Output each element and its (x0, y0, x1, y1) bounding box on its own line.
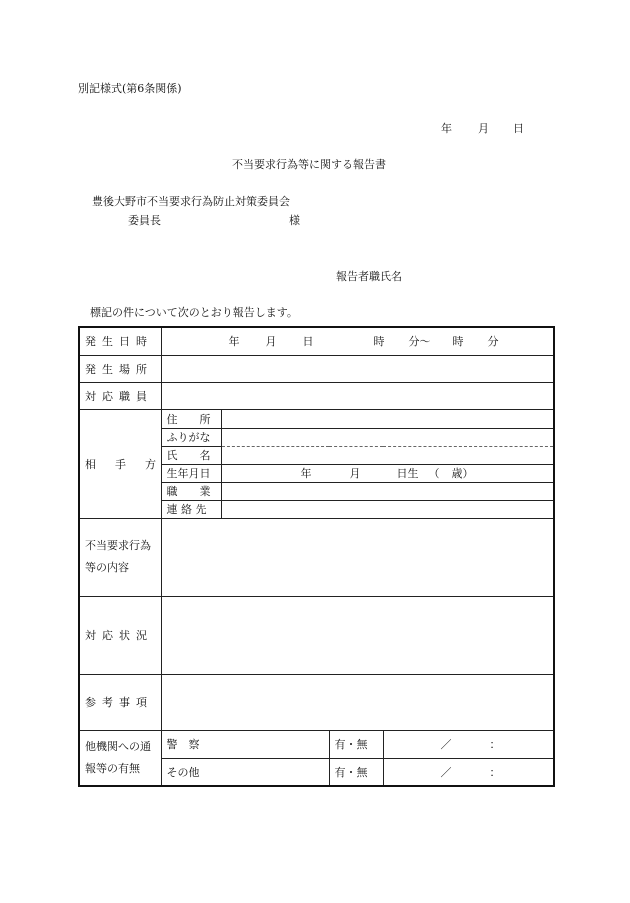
birth-day-born: 日生 (396, 467, 419, 480)
party-contact-field[interactable] (221, 500, 554, 518)
place-label: 発生場所 (79, 355, 161, 382)
police-date-time[interactable] (383, 730, 554, 758)
date-year-label: 年 (441, 122, 452, 135)
staff-field[interactable] (161, 382, 554, 409)
police-yes-no[interactable]: 有・無 (329, 730, 383, 758)
dt-hour: 時 (373, 335, 385, 349)
other-slash: ／ (440, 765, 452, 779)
row-notify-police (79, 730, 554, 758)
party-birth-label: 生年月日 (161, 464, 221, 482)
place-field[interactable] (161, 355, 554, 382)
party-furigana-label: ふりがな (161, 428, 221, 446)
row-content (79, 518, 554, 596)
reporter-label: 報告者職氏名 (336, 270, 402, 283)
party-address-label: 住 所 (161, 409, 221, 428)
party-job-label: 職 業 (161, 482, 221, 500)
birth-age: 歳） (451, 467, 474, 480)
dt-min-from: 分～ (408, 335, 431, 349)
report-form-table (78, 326, 555, 787)
party-name-label: 氏 名 (161, 446, 221, 464)
addressee-role: 委員長 (128, 214, 161, 227)
other-yes-no[interactable]: 有・無 (329, 758, 383, 786)
content-label-line1: 不当要求行為 (85, 539, 151, 552)
document-title: 不当要求行為等に関する報告書 (232, 158, 386, 171)
dt-month: 月 (265, 335, 277, 349)
datetime-field[interactable] (161, 327, 554, 355)
datetime-label: 発生日時 (79, 327, 161, 355)
row-reference (79, 674, 554, 730)
content-field[interactable] (161, 518, 554, 596)
date-month-label: 月 (478, 122, 489, 135)
party-furigana-field[interactable] (221, 428, 554, 446)
party-job-field[interactable] (221, 482, 554, 500)
police-colon: ： (489, 738, 501, 751)
party-birth-field[interactable] (221, 464, 554, 482)
notify-label-line2: 報等の有無 (85, 761, 140, 775)
row-party-address (79, 409, 554, 428)
row-datetime (79, 327, 554, 355)
police-slash: ／ (440, 738, 452, 751)
row-response (79, 596, 554, 674)
row-place (79, 355, 554, 382)
content-label-line2: 等の内容 (85, 561, 129, 574)
other-colon: ： (489, 765, 501, 779)
dt-day: 日 (302, 335, 314, 349)
police-label: 警 察 (161, 730, 329, 758)
response-label: 対応状況 (79, 596, 161, 674)
party-name-field[interactable] (221, 446, 554, 464)
other-label: その他 (161, 758, 329, 786)
form-number: 別記様式(第6条関係) (78, 82, 182, 95)
party-contact-label: 連 絡 先 (161, 500, 221, 518)
intro-text: 標記の件について次のとおり報告します。 (90, 306, 298, 319)
content-label (79, 518, 161, 596)
reference-label: 参考事項 (79, 674, 161, 730)
row-staff (79, 382, 554, 409)
reference-field[interactable] (161, 674, 554, 730)
notify-label-line1: 他機関への通 (85, 739, 151, 753)
staff-label: 対応職員 (79, 382, 161, 409)
date-day-label: 日 (513, 122, 524, 135)
response-field[interactable] (161, 596, 554, 674)
birth-year: 年 (300, 467, 312, 480)
other-date-time[interactable] (383, 758, 554, 786)
party-address-field[interactable] (221, 409, 554, 428)
birth-month: 月 (349, 467, 361, 480)
dt-year: 年 (228, 335, 240, 349)
birth-open-paren: （ (428, 467, 440, 480)
dt-hour2: 時 (452, 335, 464, 349)
dt-min2: 分 (487, 335, 499, 349)
notify-label (79, 730, 161, 786)
party-label: 相 手 方 (79, 409, 161, 518)
addressee-organization: 豊後大野市不当要求行為防止対策委員会 (92, 195, 290, 208)
honorific: 様 (289, 214, 300, 227)
